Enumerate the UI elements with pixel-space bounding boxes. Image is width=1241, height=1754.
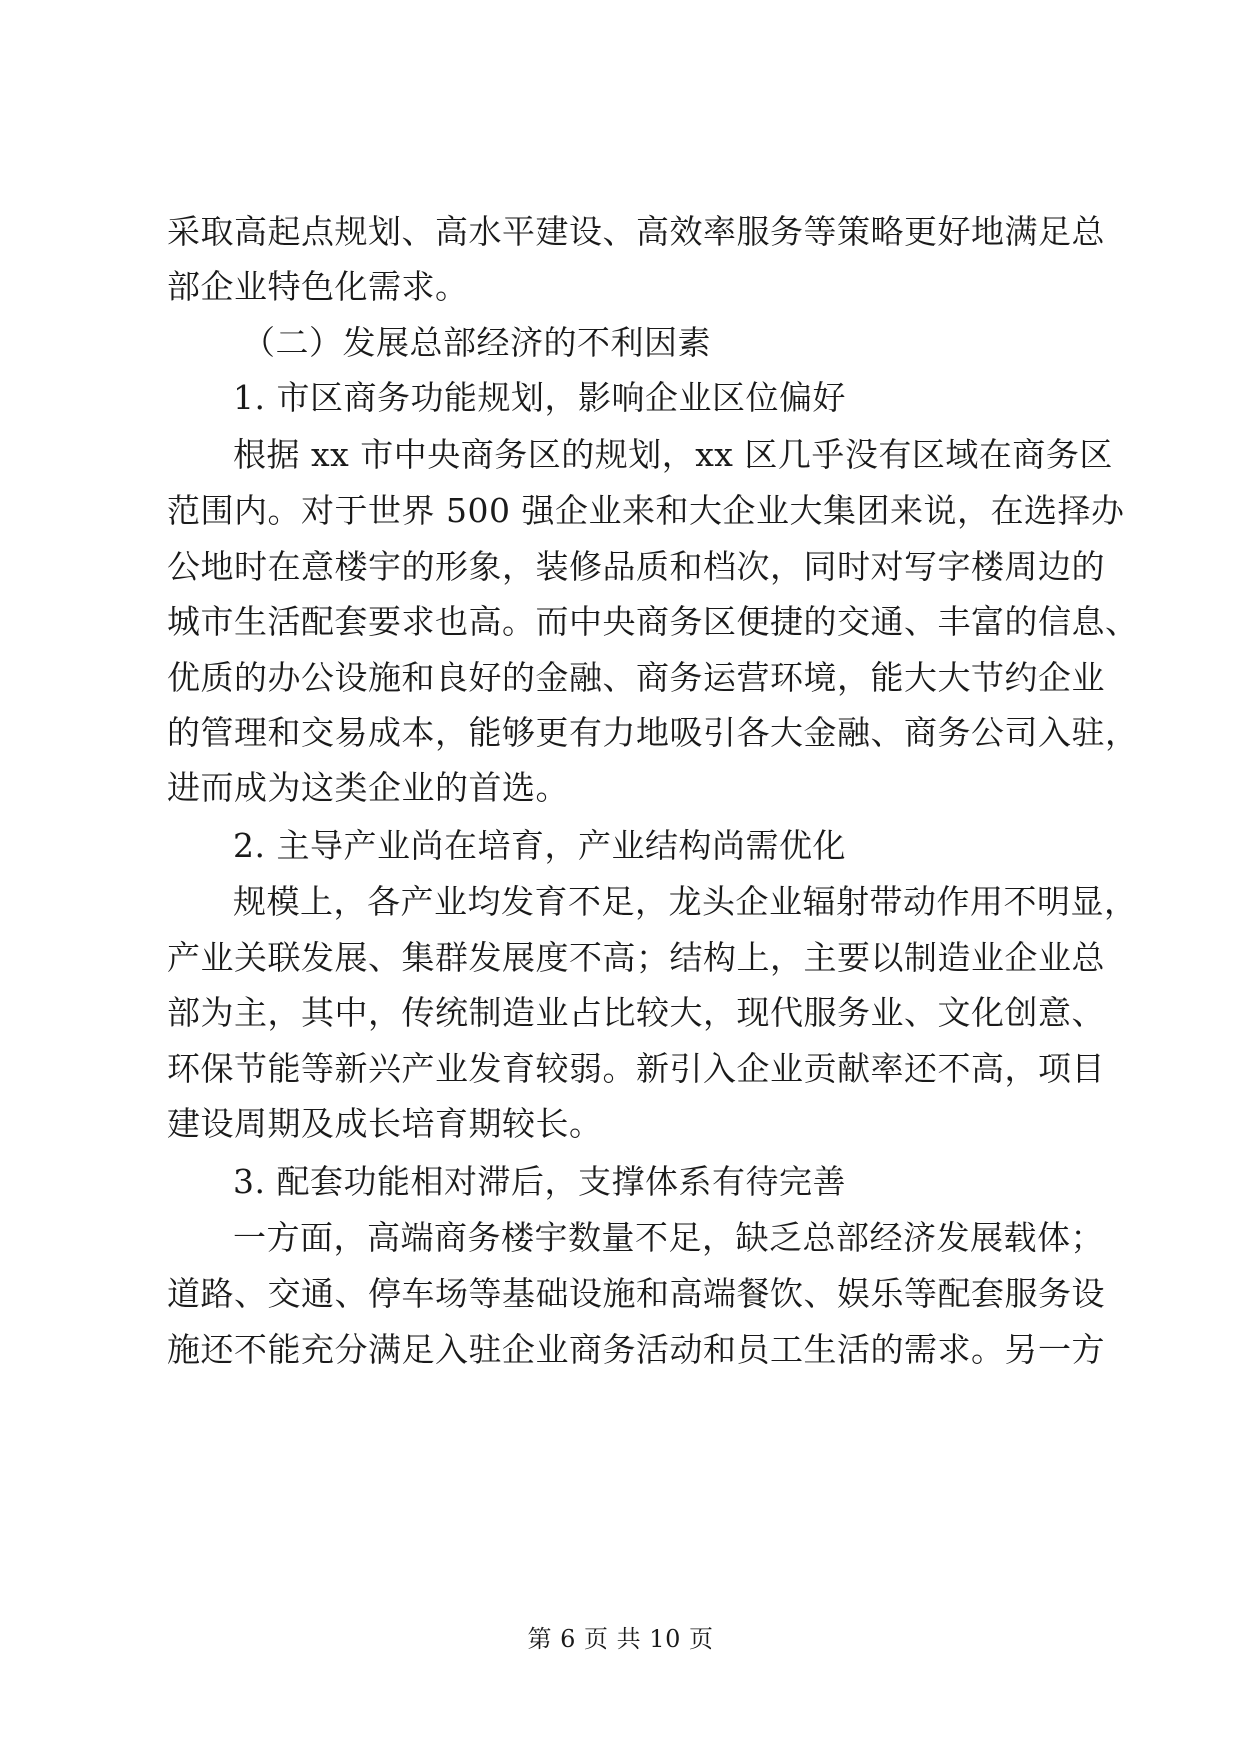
body-text-line: 根据 xx 市中央商务区的规划，xx 区几乎没有区域在商务区	[233, 435, 1113, 474]
body-text-line: 施还不能充分满足入驻企业商务活动和员工生活的需求。另一方	[167, 1330, 1105, 1369]
body-text-line: 范围内。对于世界 500 强企业来和大企业大集团来说，在选择办	[167, 491, 1125, 530]
body-text-line: 优质的办公设施和良好的金融、商务运营环境，能大大节约企业	[167, 658, 1105, 697]
body-text-line: 产业关联发展、集群发展度不高；结构上，主要以制造业企业总	[167, 938, 1105, 977]
subsection-heading: 2. 主导产业尚在培育，产业结构尚需优化	[233, 826, 846, 865]
body-text-line: 公地时在意楼宇的形象，装修品质和档次，同时对写字楼周边的	[167, 547, 1105, 586]
body-text-line: 采取高起点规划、高水平建设、高效率服务等策略更好地满足总	[167, 212, 1105, 251]
body-text-line: 城市生活配套要求也高。而中央商务区便捷的交通、丰富的信息、	[167, 602, 1139, 641]
subsection-heading: 3. 配套功能相对滞后，支撑体系有待完善	[233, 1162, 846, 1201]
body-text-line: 规模上，各产业均发育不足，龙头企业辐射带动作用不明显，	[233, 882, 1138, 921]
page-number-footer: 第 6 页 共 10 页	[527, 1625, 714, 1653]
section-heading: （二）发展总部经济的不利因素	[242, 323, 711, 362]
body-text-line: 进而成为这类企业的首选。	[167, 768, 569, 807]
body-text-line: 环保节能等新兴产业发育较弱。新引入企业贡献率还不高，项目	[167, 1049, 1105, 1088]
body-text-line: 部为主，其中，传统制造业占比较大，现代服务业、文化创意、	[167, 993, 1105, 1032]
subsection-heading: 1. 市区商务功能规划，影响企业区位偏好	[233, 378, 846, 417]
body-text-line: 部企业特色化需求。	[167, 267, 469, 306]
body-text-line: 一方面，高端商务楼宇数量不足，缺乏总部经济发展载体；	[233, 1218, 1104, 1257]
body-text-line: 道路、交通、停车场等基础设施和高端餐饮、娱乐等配套服务设	[167, 1274, 1105, 1313]
body-text-line: 的管理和交易成本，能够更有力地吸引各大金融、商务公司入驻，	[167, 713, 1139, 752]
body-text-line: 建设周期及成长培育期较长。	[167, 1104, 603, 1143]
